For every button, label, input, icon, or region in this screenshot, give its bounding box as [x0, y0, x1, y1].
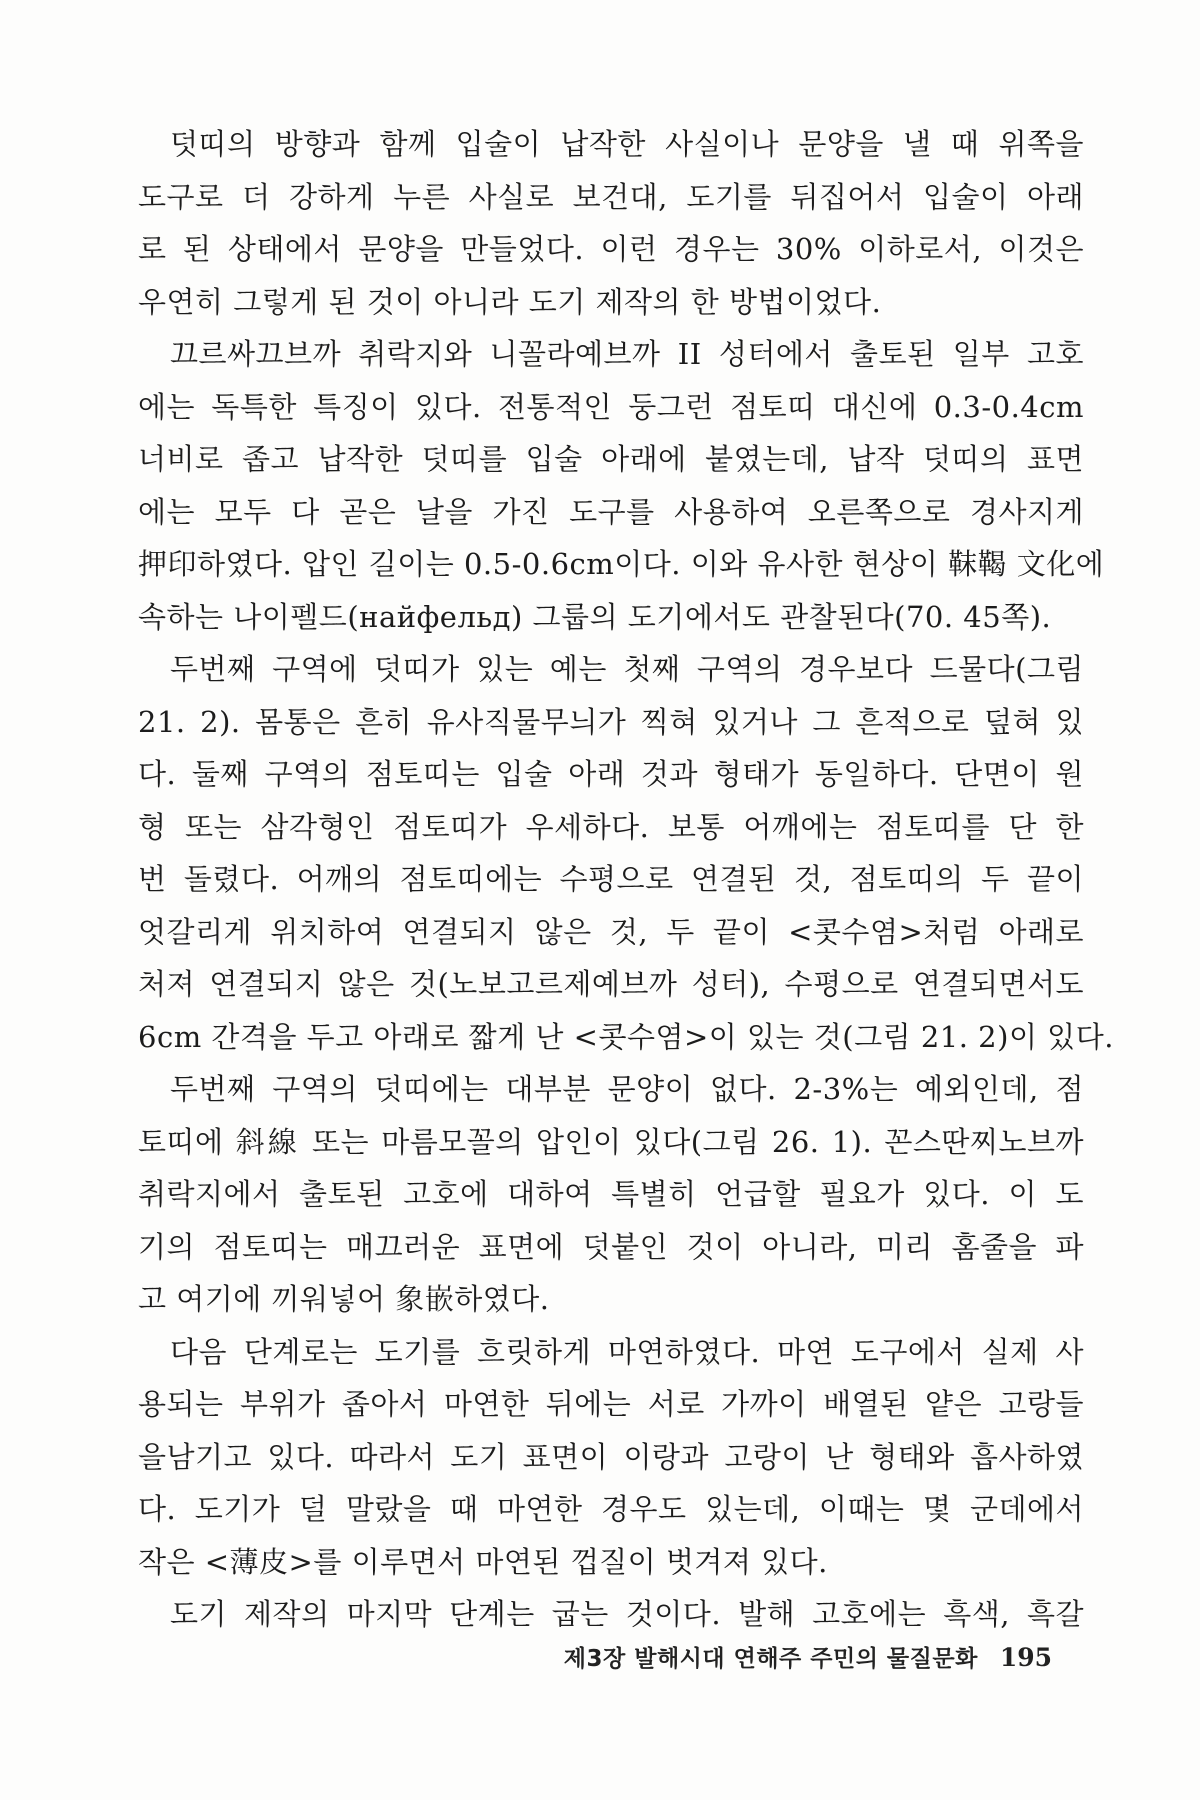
text-line: 도구로 더 강하게 누른 사실로 보건대, 도기를 뒤집어서 입술이 아래: [138, 179, 1084, 214]
text-line: 작은 <薄皮>를 이루면서 마연된 껍질이 벗겨져 있다.: [138, 1544, 828, 1579]
text-line: 에는 독특한 특징이 있다. 전통적인 둥그런 점토띠 대신에 0.3-0.4cm: [138, 389, 1084, 424]
text-line: 도기 제작의 마지막 단계는 굽는 것이다. 발해 고호에는 흑색, 흑갈: [170, 1597, 1084, 1631]
text-line: 다. 도기가 덜 말랐을 때 마연한 경우도 있는데, 이때는 몇 군데에서: [138, 1492, 1084, 1526]
text-line: 6cm 간격을 두고 아래로 짧게 난 <콧수염>이 있는 것(그림 21. 2)이 있다.: [138, 1019, 1114, 1054]
page-number: 195: [999, 1643, 1052, 1672]
body-text: [138, 118, 1114, 1641]
text-line: 押印하였다. 압인 길이는 0.5-0.6cm이다. 이와 유사한 현상이 靺鞨 文化에: [138, 547, 1105, 581]
text-line: 형 또는 삼각형인 점토띠가 우세하다. 보통 어깨에는 점토띠를 단 한: [138, 809, 1084, 844]
text-line: 을남기고 있다. 따라서 도기 표면이 이랑과 고랑이 난 형태와 흡사하였: [138, 1439, 1084, 1474]
text-line: 로 된 상태에서 문양을 만들었다. 이런 경우는 30% 이하로서, 이것은: [138, 232, 1084, 266]
text-line: 두번째 구역에 덧띠가 있는 예는 첫째 구역의 경우보다 드물다(그림: [170, 652, 1084, 686]
text-line: 속하는 나이펠드(найфельд) 그룹의 도기에서도 관찰된다(70. 45쪽).: [138, 599, 1052, 634]
text-line: 처져 연결되지 않은 것(노보고르제예브까 성터), 수평으로 연결되면서도: [138, 967, 1084, 1001]
text-line: 용되는 부위가 좁아서 마연한 뒤에는 서로 가까이 배열된 얕은 고랑들: [138, 1387, 1084, 1421]
page-footer: [564, 1640, 1052, 1673]
text-line: 엇갈리게 위치하여 연결되지 않은 것, 두 끝이 <콧수염>처럼 아래로: [138, 914, 1084, 949]
text-line: 덧띠의 방향과 함께 입술이 납작한 사실이나 문양을 낼 때 위쪽을: [170, 127, 1084, 161]
text-line: 21. 2). 몸통은 흔히 유사직물무늬가 찍혀 있거나 그 흔적으로 덮혀 있: [138, 704, 1084, 739]
text-line: 에는 모두 다 곧은 날을 가진 도구를 사용하여 오른쪽으로 경사지게: [138, 494, 1084, 529]
text-line: 두번째 구역의 덧띠에는 대부분 문양이 없다. 2-3%는 예외인데, 점: [170, 1072, 1084, 1106]
running-chapter-title: 제3장 발해시대 연해주 주민의 물질문화: [563, 1646, 978, 1672]
text-line: 토띠에 斜線 또는 마름모꼴의 압인이 있다(그림 26. 1). 꼰스딴찌노브까: [138, 1124, 1084, 1159]
text-line: 번 돌렸다. 어깨의 점토띠에는 수평으로 연결된 것, 점토띠의 두 끝이: [138, 862, 1084, 896]
text-line: 우연히 그렇게 된 것이 아니라 도기 제작의 한 방법이었다.: [138, 284, 882, 319]
text-line: 기의 점토띠는 매끄러운 표면에 덧붙인 것이 아니라, 미리 홈줄을 파: [138, 1229, 1084, 1264]
text-line: 취락지에서 출토된 고호에 대하여 특별히 언급할 필요가 있다. 이 도: [138, 1177, 1084, 1211]
text-line: 다. 둘째 구역의 점토띠는 입술 아래 것과 형태가 동일하다. 단면이 원: [138, 757, 1084, 791]
text-line: 고 여기에 끼워넣어 象嵌하였다.: [138, 1282, 550, 1316]
text-line: 다음 단계로는 도기를 흐릿하게 마연하였다. 마연 도구에서 실제 사: [170, 1334, 1084, 1369]
text-line: 끄르싸끄브까 취락지와 니꼴라예브까 II 성터에서 출토된 일부 고호: [170, 337, 1084, 371]
text-line: 너비로 좁고 납작한 덧띠를 입술 아래에 붙였는데, 납작 덧띠의 표면: [138, 442, 1084, 476]
